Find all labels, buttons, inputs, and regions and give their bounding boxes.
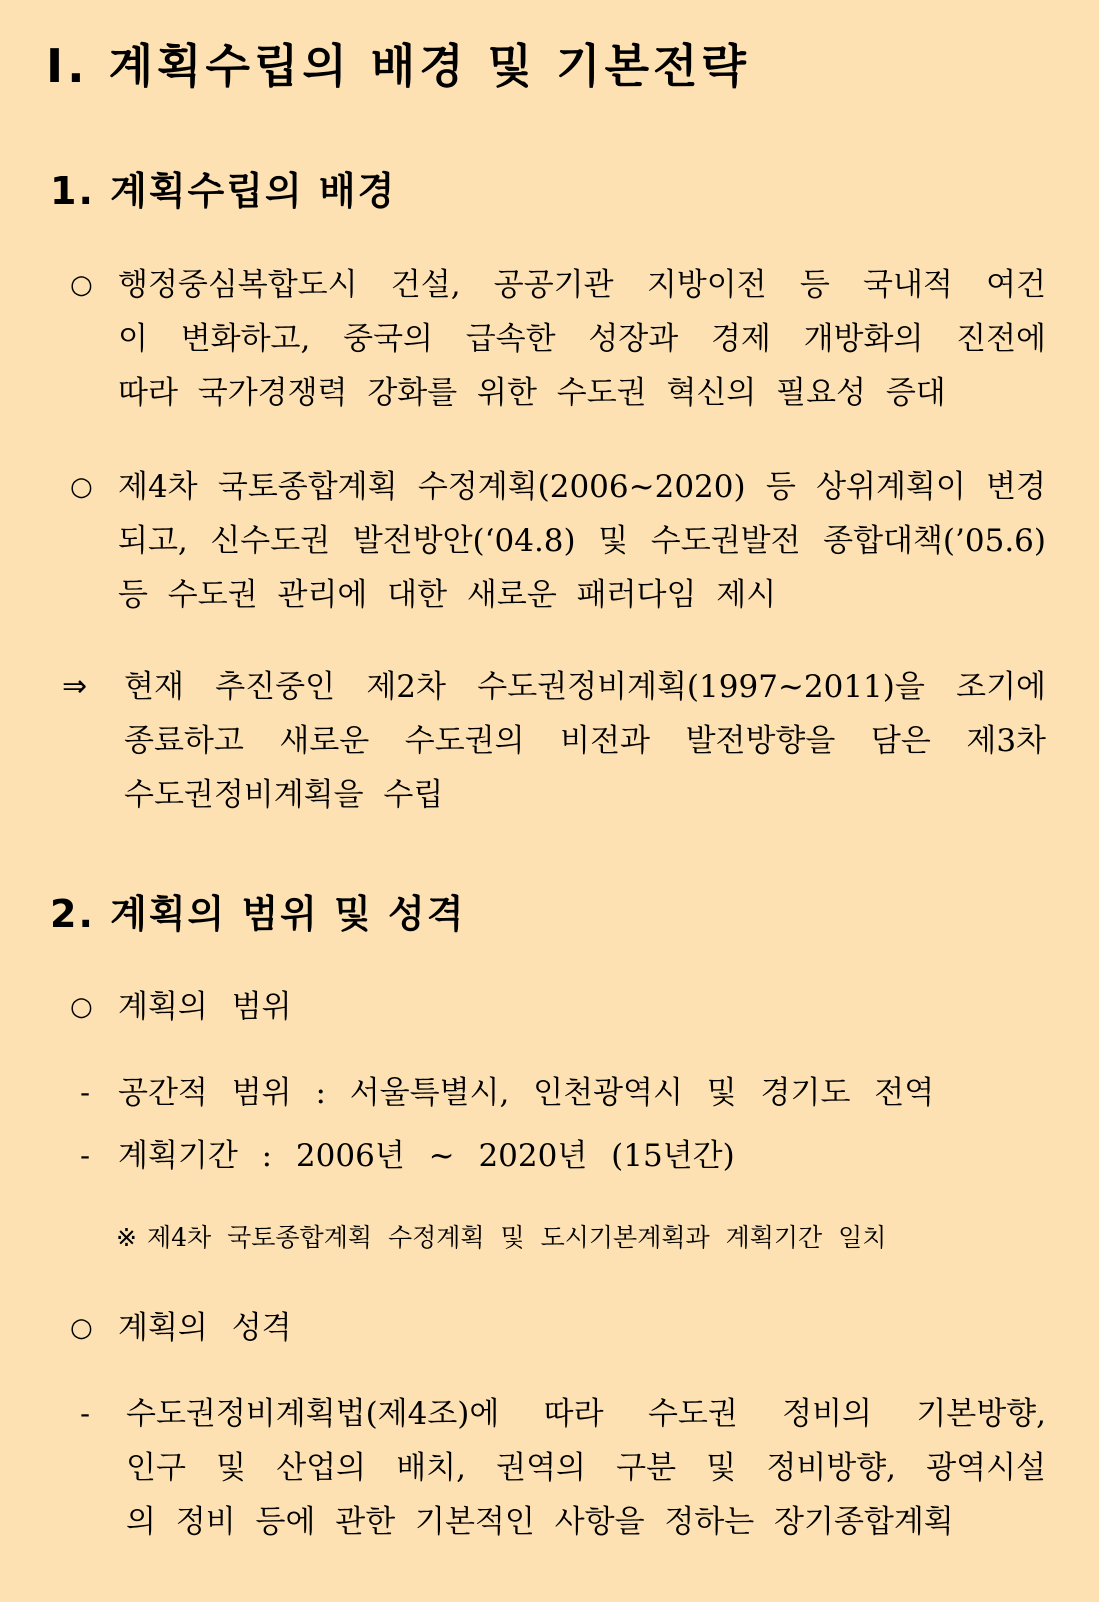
scope-label: 계획의 범위 bbox=[118, 989, 292, 1025]
scope-item-period bbox=[66, 1129, 1046, 1183]
dash-marker: - bbox=[80, 1397, 91, 1430]
bullet-line: 행정중심복합도시 건설, 공공기관 지방이전 등 국내적 여건 bbox=[118, 267, 1046, 303]
scope-heading bbox=[66, 980, 1046, 1034]
conclusion-line: 수도권정비계획을 수립 bbox=[124, 777, 444, 813]
main-heading: Ⅰ. 계획수립의 배경 및 기본전략 bbox=[46, 39, 750, 93]
bullet-marker: ○ bbox=[70, 992, 93, 1022]
conclusion-line: 종료하고 새로운 수도권의 비전과 발전방향을 담은 제3차 bbox=[124, 723, 1046, 759]
dash-marker: - bbox=[80, 1139, 91, 1172]
conclusion-line: 현재 추진중인 제2차 수도권정비계획(1997~2011)을 조기에 bbox=[124, 669, 1046, 705]
reference-mark-icon: ※ bbox=[116, 1223, 137, 1252]
background-bullet-2 bbox=[66, 460, 1046, 622]
section-2-title: 2. 계획의 범위 및 성격 bbox=[50, 892, 466, 936]
scope-item-text: 계획기간 : 2006년 ~ 2020년 (15년간) bbox=[118, 1138, 735, 1174]
scope-item-space bbox=[66, 1066, 1046, 1120]
background-bullet-1 bbox=[66, 258, 1046, 420]
nature-item bbox=[66, 1387, 1046, 1549]
nature-label: 계획의 성격 bbox=[118, 1310, 292, 1346]
bullet-marker: ○ bbox=[70, 472, 93, 502]
bullet-line: 이 변화하고, 중국의 급속한 성장과 경제 개방화의 진전에 bbox=[118, 321, 1046, 357]
bullet-line: 따라 국가경쟁력 강화를 위한 수도권 혁신의 필요성 증대 bbox=[118, 375, 946, 411]
dash-marker: - bbox=[80, 1076, 91, 1109]
bullet-marker: ○ bbox=[70, 270, 93, 300]
scope-note bbox=[116, 1218, 886, 1254]
bullet-line: 되고, 신수도권 발전방안(‘04.8) 및 수도권발전 종합대책(’05.6) bbox=[118, 523, 1046, 559]
bullet-marker: ○ bbox=[70, 1313, 93, 1343]
nature-heading bbox=[66, 1301, 1046, 1355]
background-conclusion bbox=[62, 660, 1046, 822]
section-1-title: 1. 계획수립의 배경 bbox=[50, 169, 397, 213]
bullet-line: 등 수도권 관리에 대한 새로운 패러다임 제시 bbox=[118, 577, 777, 613]
implication-arrow-icon: ⇒ bbox=[62, 669, 88, 704]
note-text: 제4차 국토종합계획 수정계획 및 도시기본계획과 계획기간 일치 bbox=[146, 1223, 887, 1252]
nature-line: 수도권정비계획법(제4조)에 따라 수도권 정비의 기본방향, bbox=[126, 1396, 1046, 1432]
scope-item-text: 공간적 범위 : 서울특별시, 인천광역시 및 경기도 전역 bbox=[118, 1075, 935, 1111]
bullet-line: 제4차 국토종합계획 수정계획(2006~2020) 등 상위계획이 변경 bbox=[118, 469, 1046, 505]
nature-line: 의 정비 등에 관한 기본적인 사항을 정하는 장기종합계획 bbox=[126, 1504, 954, 1540]
nature-line: 인구 및 산업의 배치, 권역의 구분 및 정비방향, 광역시설 bbox=[126, 1450, 1046, 1486]
